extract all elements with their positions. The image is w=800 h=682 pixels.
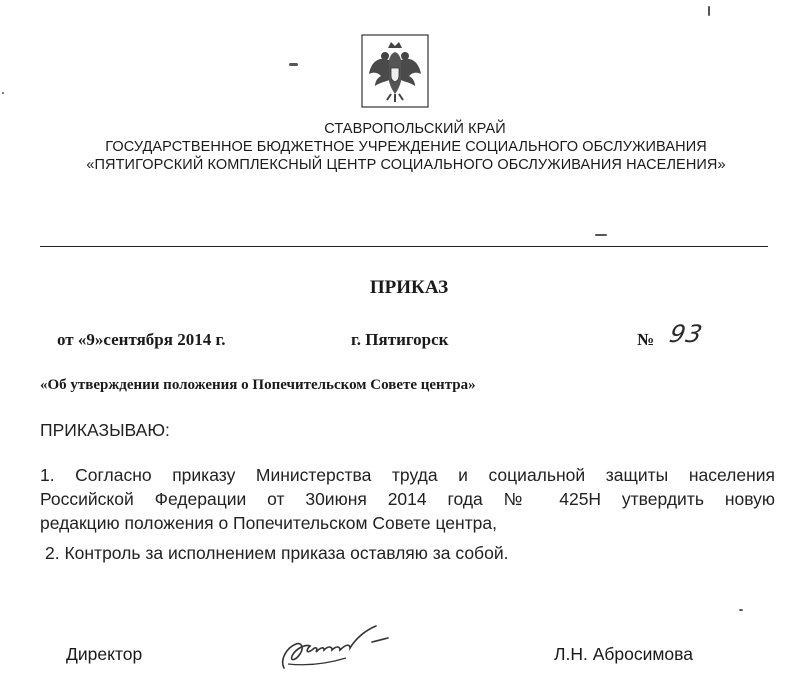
signatory-role: Директор — [66, 644, 143, 664]
organization-header — [0, 120, 800, 174]
document-subject: «Об утверждении положения о Попечительском Совете центра» — [40, 377, 476, 393]
coat-of-arms-icon — [361, 34, 429, 108]
number-sign: № — [637, 330, 655, 349]
institution-name: «ПЯТИГОРСКИЙ КОМПЛЕКСНЫЙ ЦЕНТР СОЦИАЛЬНОГО ОБСЛУЖИВАНИЯ НАСЕЛЕНИЯ» — [86, 157, 726, 173]
scan-speck — [708, 6, 710, 16]
order-item-1-line-3: редакцию положения о Попечительском Совете центра, — [40, 513, 498, 533]
header-divider — [40, 246, 768, 247]
scan-speck — [2, 92, 4, 94]
scan-speck — [595, 234, 607, 236]
order-heading: ПРИКАЗЫВАЮ: — [40, 420, 170, 440]
document-date: от «9»сентября 2014 г. — [57, 330, 226, 349]
document-title: ПРИКАЗ — [369, 277, 449, 298]
document-city: г. Пятигорск — [351, 330, 449, 349]
region-name: СТАВРОПОЛЬСКИЙ КРАЙ — [324, 121, 506, 137]
order-item-1 — [40, 463, 775, 535]
order-item-1-line-1: 1. Согласно приказу Министерства труда и социальной защиты населения — [40, 465, 775, 485]
institution-type: ГОСУДАРСТВЕННОЕ БЮДЖЕТНОЕ УЧРЕЖДЕНИЕ СОЦИАЛЬНОГО ОБСЛУЖИВАНИЯ — [105, 139, 707, 155]
order-item-2: 2. Контроль за исполнением приказа оставляю за собой. — [45, 543, 509, 563]
handwritten-signature — [276, 608, 406, 678]
scan-speck — [289, 63, 298, 66]
document-number: 93 — [667, 320, 706, 348]
order-item-1-line-2: Российской Федерации от 30июня 2014 года № 425Н утвердить новую — [40, 489, 775, 509]
scan-speck — [739, 609, 743, 611]
signatory-name: Л.Н. Абросимова — [554, 644, 693, 664]
